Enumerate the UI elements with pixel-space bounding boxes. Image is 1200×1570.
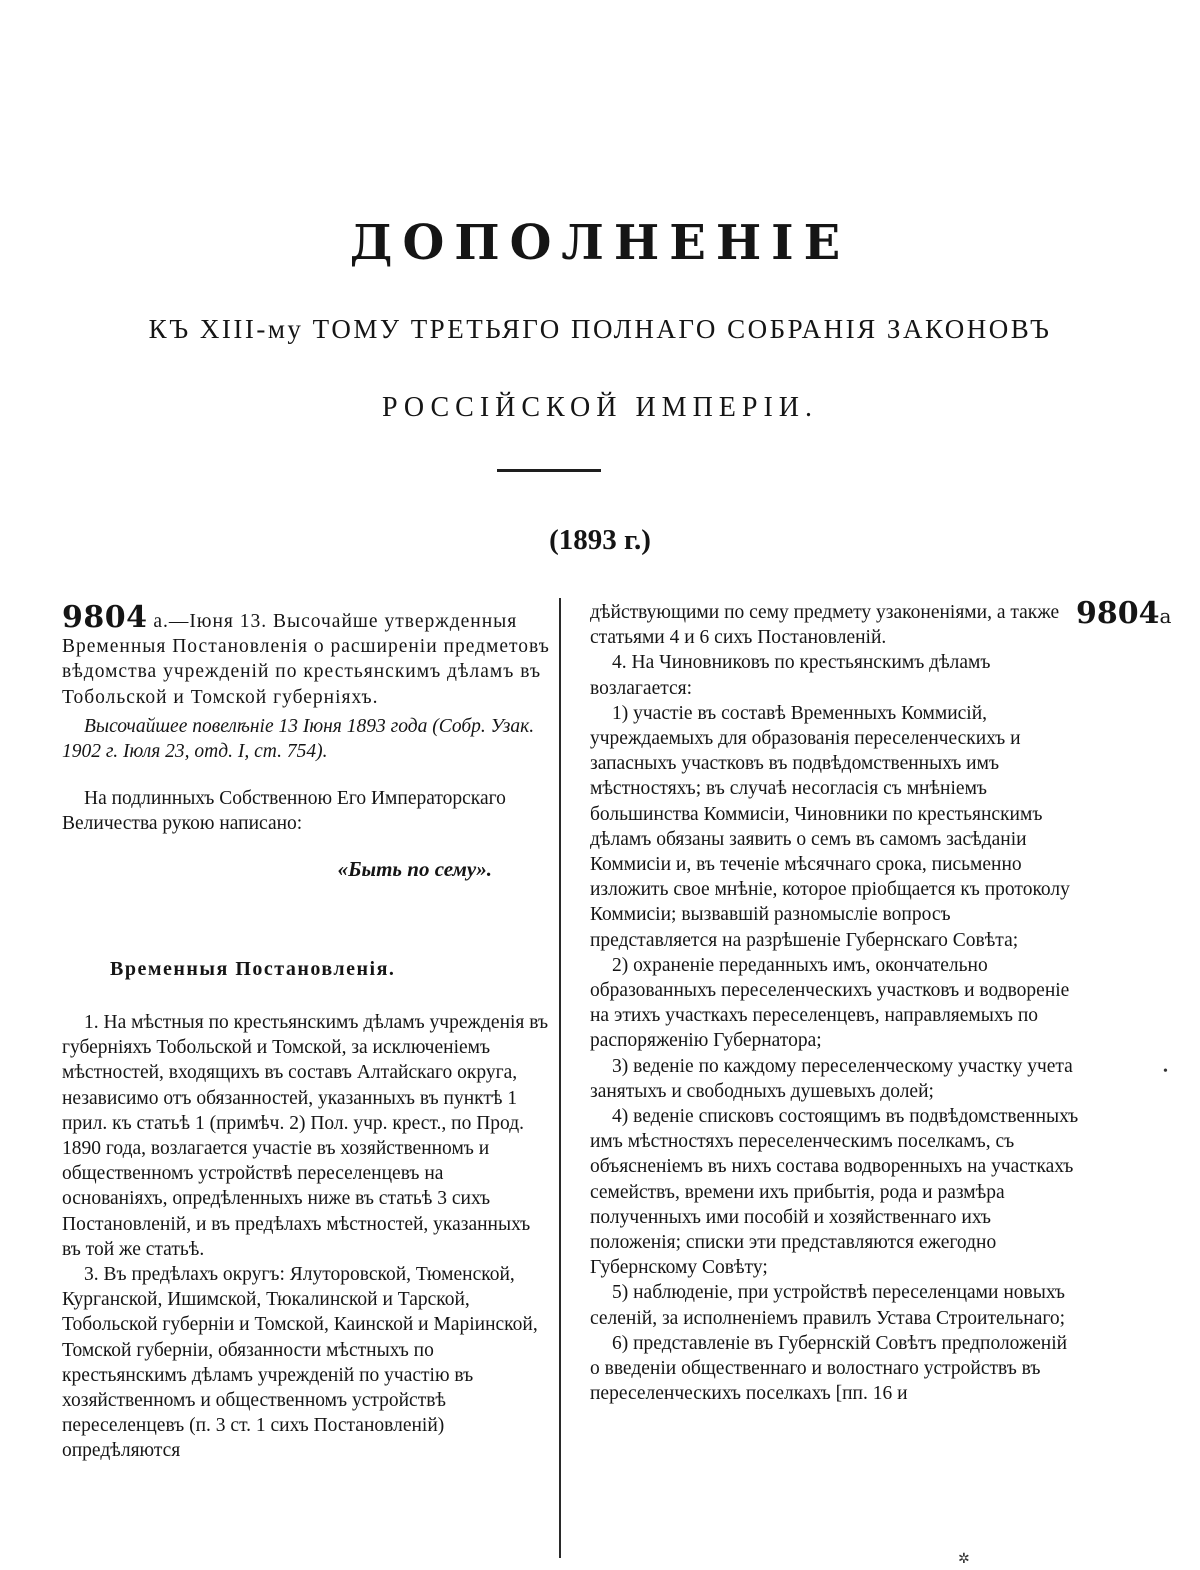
subitem-4: 4) веденіе списковъ состоящимъ въ подвѣдомственныхъ имъ мѣстностяхъ переселенческимъ поселкамъ, съ объясненіемъ въ нихъ состава водворенныхъ на участкахъ семействъ, времени ихъ прибытія, рода и размѣра полученныхъ ими пособій и хозяйственнаго ихъ положенія; списки эти представляются ежегодно Губернскому Совѣту; [590, 1106, 1079, 1279]
page-title: ДОПОЛНЕНІЕ [349, 215, 851, 271]
year-heading [0, 524, 1200, 557]
subitem-1: 1) участіе въ составѣ Временныхъ Коммисій, учреждаемыхъ для образованія переселенческихъ и запасныхъ участковъ въ подвѣдомственныхъ имъ мѣстностяхъ; въ случаѣ несогласія съ мнѣніемъ большинства Коммисіи, Чиновники по крестьянскимъ дѣламъ обязаны заявить о семъ въ самомъ засѣданіи Коммисіи и, въ теченіе мѣсячнаго срока, письменно изложить свое мнѣніе, которое пріобщается къ протоколу Коммисіи; вызвавшій разномысліе вопросъ представляется на разрѣшеніе Губернскаго Совѣта; [590, 702, 1070, 951]
asterisk-mark: ✲ [958, 1552, 970, 1567]
subtitle-line-1: КЪ XIII-му ТОМУ ТРЕТЬЯГО ПОЛНАГО СОБРАНІЯ ЗАКОНОВЪ [148, 314, 1052, 344]
title-rule [497, 469, 601, 472]
entry-intro-text: а.—Іюня 13. Высочайше утвержденныя Временныя Постановленія о расширеніи предметовъ вѣдомства учрежденій по крестьянскимъ дѣламъ въ Тобольской и Томской губерніяхъ. [62, 611, 550, 708]
entry-intro [62, 600, 552, 710]
margin-speck: • [1163, 1064, 1168, 1079]
right-column [590, 600, 1080, 1407]
column-divider [559, 598, 561, 1558]
paragraph-3: 3. Въ предѣлахъ округъ: Ялуторовской, Тюменской, Курганской, Ишимской, Тюкалинской и Тарской, Тобольской губерніи и Томской, Каинской и Маріинской, Томской губерніи, обязанности мѣстныхъ по крестьянскимъ дѣламъ учрежденій по участію въ хозяйственномъ и общественномъ устройствѣ переселенцевъ (п. 3 ст. 1 сихъ Постановленій) опредѣляются [62, 1264, 538, 1462]
subtitle-line-2: РОССІЙСКОЙ ИМПЕРІИ. [381, 392, 819, 423]
item-4-heading: 4. На Чиновниковъ по крестьянскимъ дѣламъ возлагается: [590, 652, 991, 699]
margin-entry-number [1076, 596, 1171, 631]
margin-number: 9804 [1076, 596, 1160, 631]
entry-number: 9804 [62, 600, 148, 635]
year-number: 1893 [558, 524, 617, 556]
autograph-note: На подлинныхъ Собственною Его Императорскаго Величества рукою написано: [62, 788, 506, 835]
subitem-6: 6) представленіе въ Губернскій Совѣтъ предположеній о введеніи общественнаго и волостнаго устройствъ въ переселенческихъ поселкахъ [пп. 16 и [590, 1332, 1068, 1405]
year-suffix: г.) [616, 524, 651, 556]
continuation-text: дѣйствующими по сему предмету узаконеніями, а также статьями 4 и 6 сихъ Постановленій. [590, 602, 1060, 649]
margin-letter: а [1159, 604, 1172, 628]
imperial-quote: «Быть по сему». [337, 856, 492, 881]
year-open-paren: ( [549, 524, 559, 556]
left-column [62, 600, 552, 1464]
subitem-5: 5) наблюденіе, при устройствѣ переселенцами новыхъ селеній, за исполненіемъ правилъ Устава Строительнаго; [590, 1282, 1066, 1329]
subitem-2: 2) охраненіе переданныхъ имъ, окончательно образованныхъ переселенческихъ участковъ и водвореніе на этихъ участкахъ переселенцевъ, направляемыхъ по распоряженію Губернатора; [590, 954, 1070, 1052]
subitem-3: 3) веденіе по каждому переселенческому участку учета занятыхъ и свободныхъ душевыхъ долей; [590, 1055, 1073, 1102]
section-heading: Временныя Постановленія. [110, 957, 396, 980]
paragraph-1: 1. На мѣстныя по крестьянскимъ дѣламъ учрежденія въ губерніяхъ Тобольской и Томской, за исключеніемъ мѣстностей, входящихъ въ составъ Алтайскаго округа, независимо отъ обязанностей, указанныхъ въ пунктѣ 1 прил. къ статьѣ 1 (примѣч. 2) Пол. учр. крест., по Прод. 1890 года, возлагается участіе въ хозяйственномъ и общественномъ устройствѣ переселенцевъ на основаніяхъ, опредѣленныхъ ниже въ статьѣ 3 сихъ Постановленій, и въ предѣлахъ мѣстностей, указанныхъ въ той же статьѣ. [62, 1012, 549, 1260]
citation: Высочайшее повелѣніе 13 Іюня 1893 года (Собр. Узак. 1902 г. Іюля 23, отд. I, ст. 754). [62, 715, 535, 763]
